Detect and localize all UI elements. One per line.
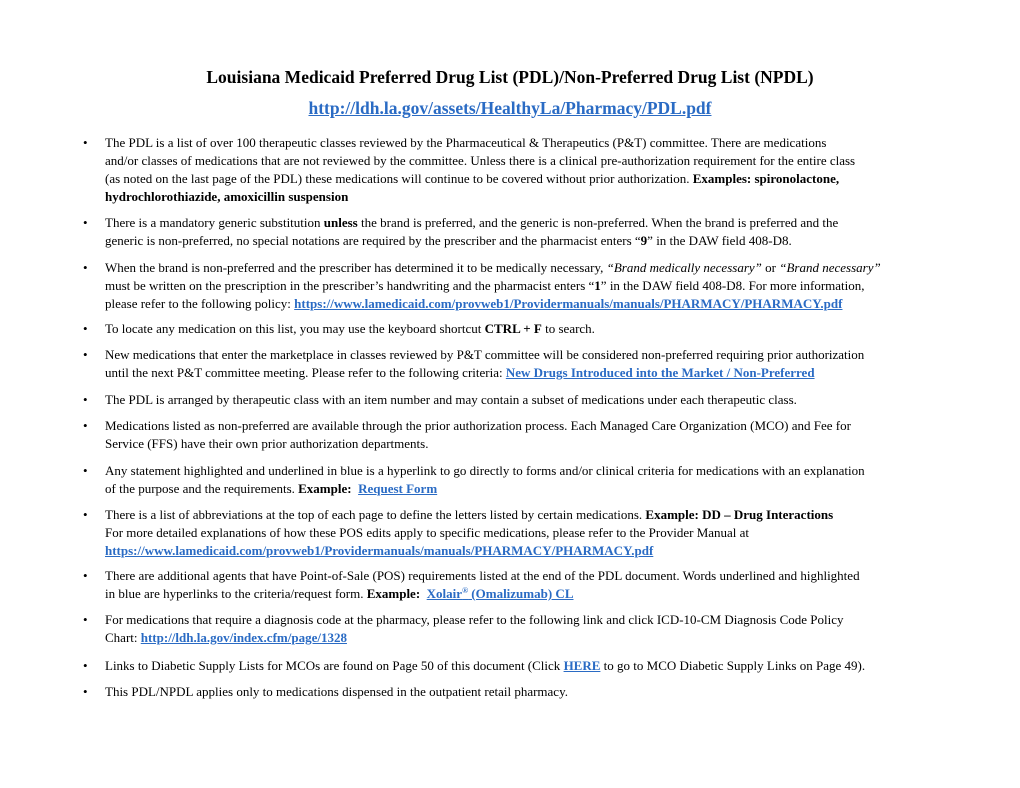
new-drugs-criteria-link[interactable]: New Drugs Introduced into the Market / Non-Preferred: [505, 365, 815, 380]
bullet-text: Links to Diabetic Supply Lists for MCOs are found on Page 50 of this document (Click HERE to go to MCO Diabetic Supply Links on Page 49).: [105, 658, 866, 673]
bullet-text: For more detailed explanations of how these POS edits apply to specific medications, please refer to the Provider Manual at: [105, 525, 750, 540]
bullet-icon: •: [83, 612, 88, 627]
icd10-policy-link[interactable]: http://ldh.la.gov/index.cfm/page/1328: [140, 630, 347, 645]
bullet-text: and/or classes of medications that are not reviewed by the committee. Unless there is a clinical pre-authorization requirement for the entire class: [105, 153, 856, 168]
examples-text: Examples: spironolactone,: [692, 171, 840, 186]
xolair-criteria-link[interactable]: Xolair® (Omalizumab) CL: [426, 586, 574, 601]
bullet-icon: •: [83, 507, 88, 522]
bullet-text: There is a mandatory generic substitution unless the brand is preferred, and the generic is non-preferred. When the brand is preferred and the: [105, 215, 839, 230]
pdl-link-row: [0, 97, 1020, 119]
bullet-icon: •: [83, 260, 88, 275]
bullet-icon: •: [83, 418, 88, 433]
bullet-text: Any statement highlighted and underlined in blue is a hyperlink to go directly to forms and/or clinical criteria for medications with an explanation: [105, 463, 865, 478]
bullet-icon: •: [83, 135, 88, 150]
request-form-link[interactable]: Request Form: [358, 481, 438, 496]
document-title: Louisiana Medicaid Preferred Drug List (PDL)/Non-Preferred Drug List (NPDL): [206, 67, 814, 87]
bullet-text: This PDL/NPDL applies only to medications dispensed in the outpatient retail pharmacy.: [105, 684, 568, 699]
bullet-text: [105, 542, 653, 560]
bullet-icon: •: [83, 347, 88, 362]
diabetic-supply-here-link[interactable]: HERE: [563, 658, 601, 673]
bullet-text: When the brand is non-preferred and the prescriber has determined it to be medically necessary, “Brand medically necessary” or “Brand necessary”: [105, 260, 881, 275]
bullet-text: New medications that enter the marketplace in classes reviewed by P&T committee will be considered non-preferred requiring prior authorization: [105, 347, 865, 362]
bullet-icon: •: [83, 392, 88, 407]
pharmacy-manual-link[interactable]: https://www.lamedicaid.com/provweb1/Providermanuals/manuals/PHARMACY/PHARMACY.pdf: [294, 296, 843, 311]
bullet-icon: •: [83, 568, 88, 583]
bullet-text: of the purpose and the requirements. Example: Request Form: [105, 481, 438, 496]
bullet-icon: •: [83, 321, 88, 336]
bullet-icon: •: [83, 215, 88, 230]
bullet-text: There are additional agents that have Point-of-Sale (POS) requirements listed at the end of the PDL document. Words underlined and highlighted: [105, 568, 860, 583]
bullet-icon: •: [83, 684, 88, 699]
bullet-text: Medications listed as non-preferred are available through the prior authorization process. Each Managed Care Organization (MCO) and Fee for: [105, 418, 851, 433]
bullet-text: For medications that require a diagnosis code at the pharmacy, please refer to the following link and click ICD-10-CM Diagnosis Code Policy: [105, 612, 844, 627]
bullet-text: until the next P&T committee meeting. Please refer to the following criteria: New Drugs Introduced into the Market / Non-Preferred: [105, 365, 815, 380]
bullet-text: please refer to the following policy: https://www.lamedicaid.com/provweb1/Providermanuals/manuals/PHARMACY/PHARMACY.pdf: [105, 296, 843, 311]
bullet-icon: •: [83, 658, 88, 673]
bullet-text: (as noted on the last page of the PDL) these medications will continue to be covered without prior authorization. Examples: spironolactone,: [105, 171, 840, 186]
bullet-text: To locate any medication on this list, you may use the keyboard shortcut CTRL + F to search.: [105, 321, 595, 336]
bullet-text: Chart: http://ldh.la.gov/index.cfm/page/1328: [105, 630, 347, 645]
bullet-text: [105, 188, 348, 206]
bullet-text: generic is non-preferred, no special notations are required by the prescriber and the pharmacist enters “9” in the DAW field 408-D8.: [105, 233, 792, 248]
bullet-text: There is a list of abbreviations at the top of each page to define the letters listed by certain medications. Example: DD – Drug Interactions: [105, 507, 834, 522]
bullet-text: in blue are hyperlinks to the criteria/request form. Example: Xolair® (Omalizumab) CL: [105, 586, 574, 601]
examples-text: hydrochlorothiazide, amoxicillin suspension: [105, 189, 349, 204]
bullet-text: Service (FFS) have their own prior authorization departments.: [105, 436, 429, 451]
bullet-icon: •: [83, 463, 88, 478]
bullet-text: must be written on the prescription in the prescriber’s handwriting and the pharmacist enters “1” in the DAW field 408-D8. For more information,: [105, 278, 865, 293]
bullet-text: The PDL is a list of over 100 therapeutic classes reviewed by the Pharmaceutical & Therapeutics (P&T) committee. There are medications: [105, 135, 827, 150]
provider-manual-link[interactable]: https://www.lamedicaid.com/provweb1/Providermanuals/manuals/PHARMACY/PHARMACY.pdf: [105, 543, 654, 558]
pdl-pdf-link[interactable]: http://ldh.la.gov/assets/HealthyLa/Pharmacy/PDL.pdf: [308, 98, 712, 118]
bullet-text: The PDL is arranged by therapeutic class with an item number and may contain a subset of medications under each therapeutic class.: [105, 392, 797, 407]
